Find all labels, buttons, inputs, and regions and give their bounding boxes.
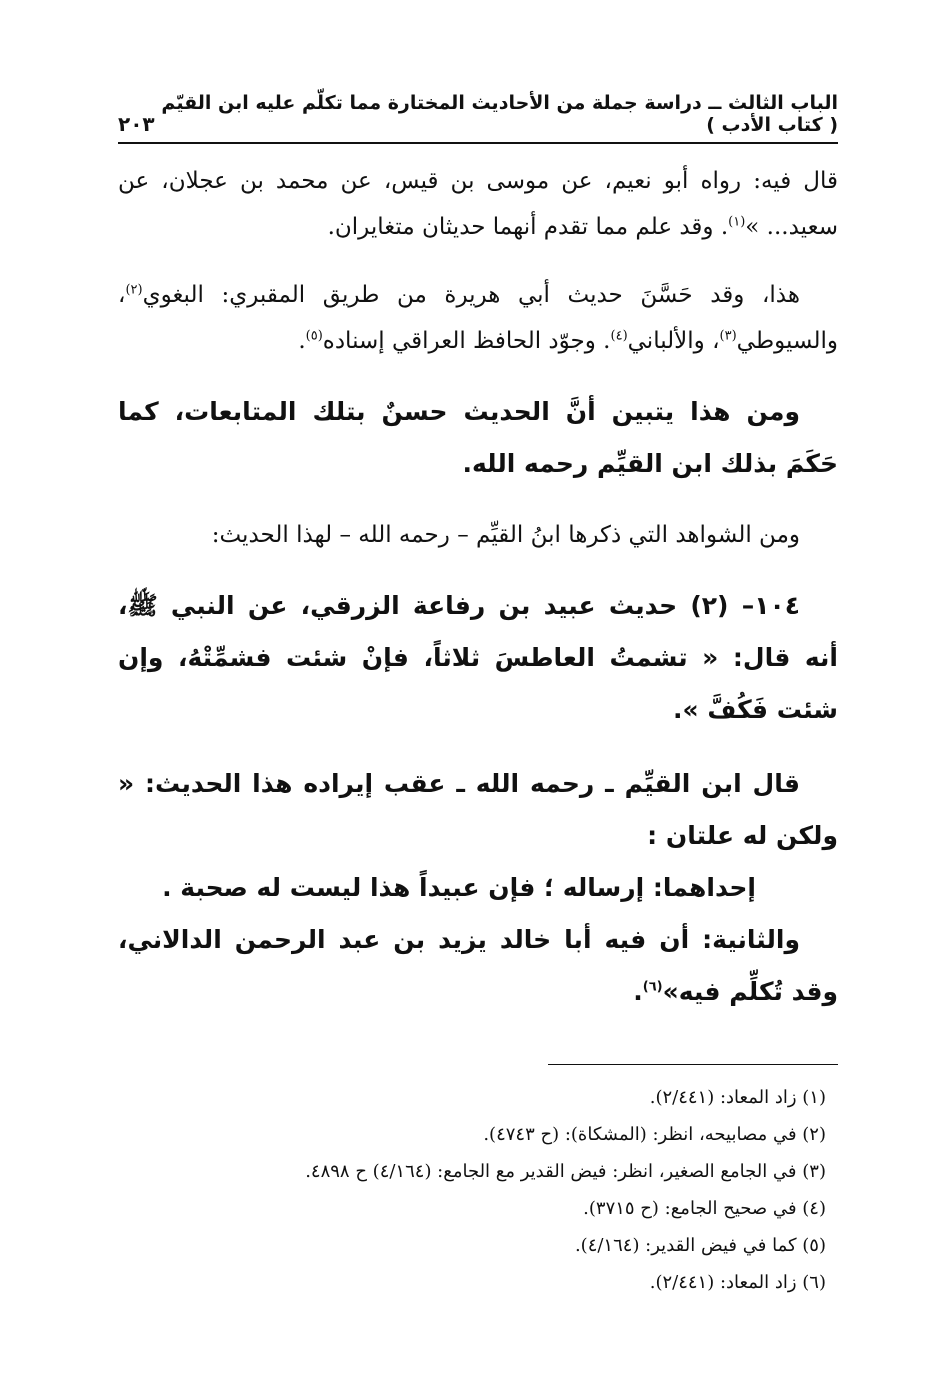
paragraph-1: قال فيه: رواه أبو نعيم، عن موسى بن قيس، عن محمد بن عجلان، عن سعيد... »$^{(١)}$. وقد علم مما تقدم أنهما حديثان متغايران. [118,168,838,240]
paragraph-3-conclusion: ومن هذا يتبين أنَّ الحديث حسنٌ بتلك المتابعات، كما حَكَمَ بذلك ابن القيِّم رحمه الله. [118,397,838,478]
footnote-ref-3[interactable]: (٣) [719,328,737,344]
footnote-4: (٤) في صحيح الجامع: (ح ٣٧١٥). [583,1198,826,1219]
footnote-6: (٦) زاد المعاد: (٢/٤٤١). [649,1272,826,1293]
footnote-ref-1[interactable]: (١) [728,214,746,230]
footnote-separator [548,1064,838,1065]
paragraph-8-second-defect: والثانية: أن فيه أبا خالد يزيد بن عبد الرحمن الدالاني، وقد تُكلِّم فيه»$^{(٦)}$. [118,925,838,1006]
book-page [118,92,838,1301]
hadith-104: ١٠٤– (٢) حديث عبيد بن رفاعة الزرقي، عن النبي ﷺ، أنه قال: « تشمتُ العاطسَ ثلاثاً، فإنْ شئت فشمِّتْهُ، وإن شئت فَكُفَّ ». [118,591,838,724]
page-header [118,92,838,144]
footnote-1: (١) زاد المعاد: (٢/٤٤١). [649,1087,826,1108]
footnote-3: (٣) في الجامع الصغير، انظر: فيض القدير مع الجامع: (٤/١٦٤) ح ٤٨٩٨. [305,1161,826,1182]
footnote-ref-5[interactable]: (٥) [305,328,323,344]
chapter-title: الباب الثالث ــ دراسة جملة من الأحاديث المختارة مما تكلّم عليه ابن القيّم ( كتاب الأدب ) [161,92,838,136]
footnotes [118,1079,838,1301]
footnote-5: (٥) كما في فيض القدير: (٤/١٦٤). [574,1235,826,1256]
paragraph-2: هذا، وقد حَسَّنَ حديث أبي هريرة من طريق المقبري: البغوي$^{(٢)}$، والسيوطي$^{(٣)}$، والألباني$^{(٤)}$. وجوّد الحافظ العراقي إسناده$^{(٥)}$. [118,282,838,354]
paragraph-4: ومن الشواهد التي ذكرها ابنُ القيِّم – رحمه الله – لهذا الحديث: [211,522,800,548]
page-number: ٢٠٣ [118,112,155,136]
paragraph-7-first-defect: إحداهما: إرساله ؛ فإن عبيداً هذا ليست له صحبة . [162,873,756,902]
footnote-ref-2[interactable]: (٢) [125,282,143,298]
footnote-2: (٢) في مصابيحه، انظر: (المشكاة): (ح ٤٧٤٣). [483,1124,826,1145]
footnote-ref-4[interactable]: (٤) [610,328,628,344]
paragraph-6-quote: قال ابن القيِّم ـ رحمه الله ـ عقب إيراده هذا الحديث: « ولكن له علتان : [118,769,838,850]
footnote-ref-6[interactable]: (٦) [642,979,663,995]
